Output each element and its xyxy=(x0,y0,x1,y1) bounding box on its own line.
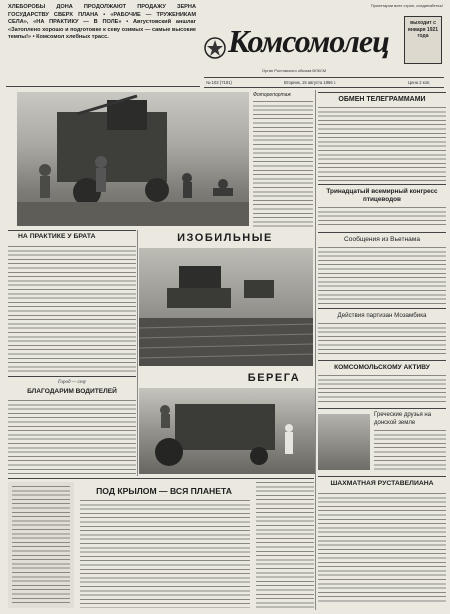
greek-body xyxy=(374,430,446,470)
pod-krylom-body xyxy=(80,500,250,608)
chess-body xyxy=(318,493,446,605)
right-rule-2 xyxy=(318,232,446,233)
aktiv-title: КОМСОМОЛЬСКОМУ АКТИВУ xyxy=(334,364,430,371)
mozambique-title: Действия партизан Мозамбика xyxy=(337,312,427,319)
congress-body xyxy=(318,207,446,225)
chess-rule xyxy=(318,476,446,477)
order-badge-icon xyxy=(204,30,226,52)
issue-date: Вторник, 15 августа 1966 г. xyxy=(284,80,337,85)
column-separator-left xyxy=(137,230,138,476)
obmen-title: ОБМЕН ТЕЛЕГРАММАМИ xyxy=(338,96,426,103)
left-rule-1 xyxy=(8,230,136,231)
pod-krylom-title: ПОД КРЫЛОМ — ВСЯ ПЛАНЕТА xyxy=(96,486,232,496)
aktiv-body xyxy=(318,375,446,405)
chess-article xyxy=(318,480,446,608)
right-rule-4 xyxy=(318,360,446,361)
chess-title: ШАХМАТНАЯ РУСТАВЕЛИАНА xyxy=(330,480,434,487)
vietnam-article xyxy=(318,236,446,306)
praktike-title: НА ПРАКТИКЕ У БРАТА xyxy=(18,233,96,240)
right-rule-5 xyxy=(318,408,446,409)
congress-article xyxy=(318,188,446,228)
praktike-article xyxy=(8,233,136,373)
top-appeal-text: ХЛЕБОРОБЫ ДОНА ПРОДОЛЖАЮТ ПРОДАЖУ ЗЕРНА ГОСУДАРСТВУ СВЕРХ ПЛАНА • «РАБОЧИЕ — ТРУЖЕНИКАМ СЕЛА», «НА ПРАКТИКУ — В ПОЛЕ» • Августовский аншлаг «Затоплено хорошо и подготовке к севу озимых — самые высокие темпы!» • Комсомол хлебных трасс. xyxy=(8,4,196,41)
top-appeal-rule xyxy=(6,86,200,87)
gorod-title: БЛАГОДАРИМ ВОДИТЕЛЕЙ xyxy=(27,388,117,395)
right-rule-3 xyxy=(318,308,446,309)
masthead-rule-top xyxy=(204,77,444,78)
top-slogan: Пролетарии всех стран, соединяйтесь! xyxy=(370,3,443,8)
gorod-article xyxy=(8,380,136,476)
issue-price: Цена 2 коп. xyxy=(408,80,431,85)
vietnam-title: Сообщения из Вьетнама xyxy=(344,236,420,243)
since-badge xyxy=(404,16,442,64)
praktike-body xyxy=(8,246,136,372)
greek-photo xyxy=(318,414,370,470)
photo-reportage-body xyxy=(253,101,313,229)
since-badge-text: выходит с января 1921 года xyxy=(407,20,439,39)
greek-title: Греческие друзья на донской земле xyxy=(374,412,432,426)
obmen-body xyxy=(318,107,446,181)
harvester-photo xyxy=(17,92,249,226)
bottom-rule xyxy=(8,478,314,479)
truck-photo xyxy=(139,388,315,474)
logo-text: Комсомолец xyxy=(228,22,389,59)
gorod-kicker: Город — селу xyxy=(57,380,87,385)
congress-title: Тринадцатый всемирный конгресс птицеводов xyxy=(326,188,438,203)
photo-reportage-title: Фоторепортаж xyxy=(253,92,291,98)
bottom-left-column xyxy=(8,482,74,608)
mozambique-body xyxy=(318,323,446,357)
izobilnye-title: ИЗОБИЛЬНЫЕ xyxy=(177,232,273,244)
issue-no: № 102 (7181) xyxy=(206,80,232,85)
greek-article xyxy=(318,412,446,474)
aktiv-article xyxy=(318,364,446,406)
gorod-body xyxy=(8,400,136,474)
top-appeal xyxy=(8,4,196,82)
masthead-rule-bottom xyxy=(204,87,444,88)
berega-title: БЕРЕГА xyxy=(247,372,301,384)
bottom-left-body xyxy=(12,486,70,604)
column-separator-right xyxy=(315,90,316,610)
left-rule-2 xyxy=(8,376,136,377)
masthead-subtitle: Орган Ростовского обкома ВЛКСМ xyxy=(262,68,327,73)
right-rule-1 xyxy=(318,184,446,185)
mozambique-article xyxy=(318,312,446,358)
vietnam-body xyxy=(318,247,446,305)
obmen-rule xyxy=(318,92,446,93)
masthead-logo xyxy=(204,12,400,70)
photo-reportage xyxy=(253,92,313,228)
tractor-photo xyxy=(139,248,313,366)
obmen-article xyxy=(318,92,446,182)
bottom-mid-body xyxy=(256,482,314,608)
